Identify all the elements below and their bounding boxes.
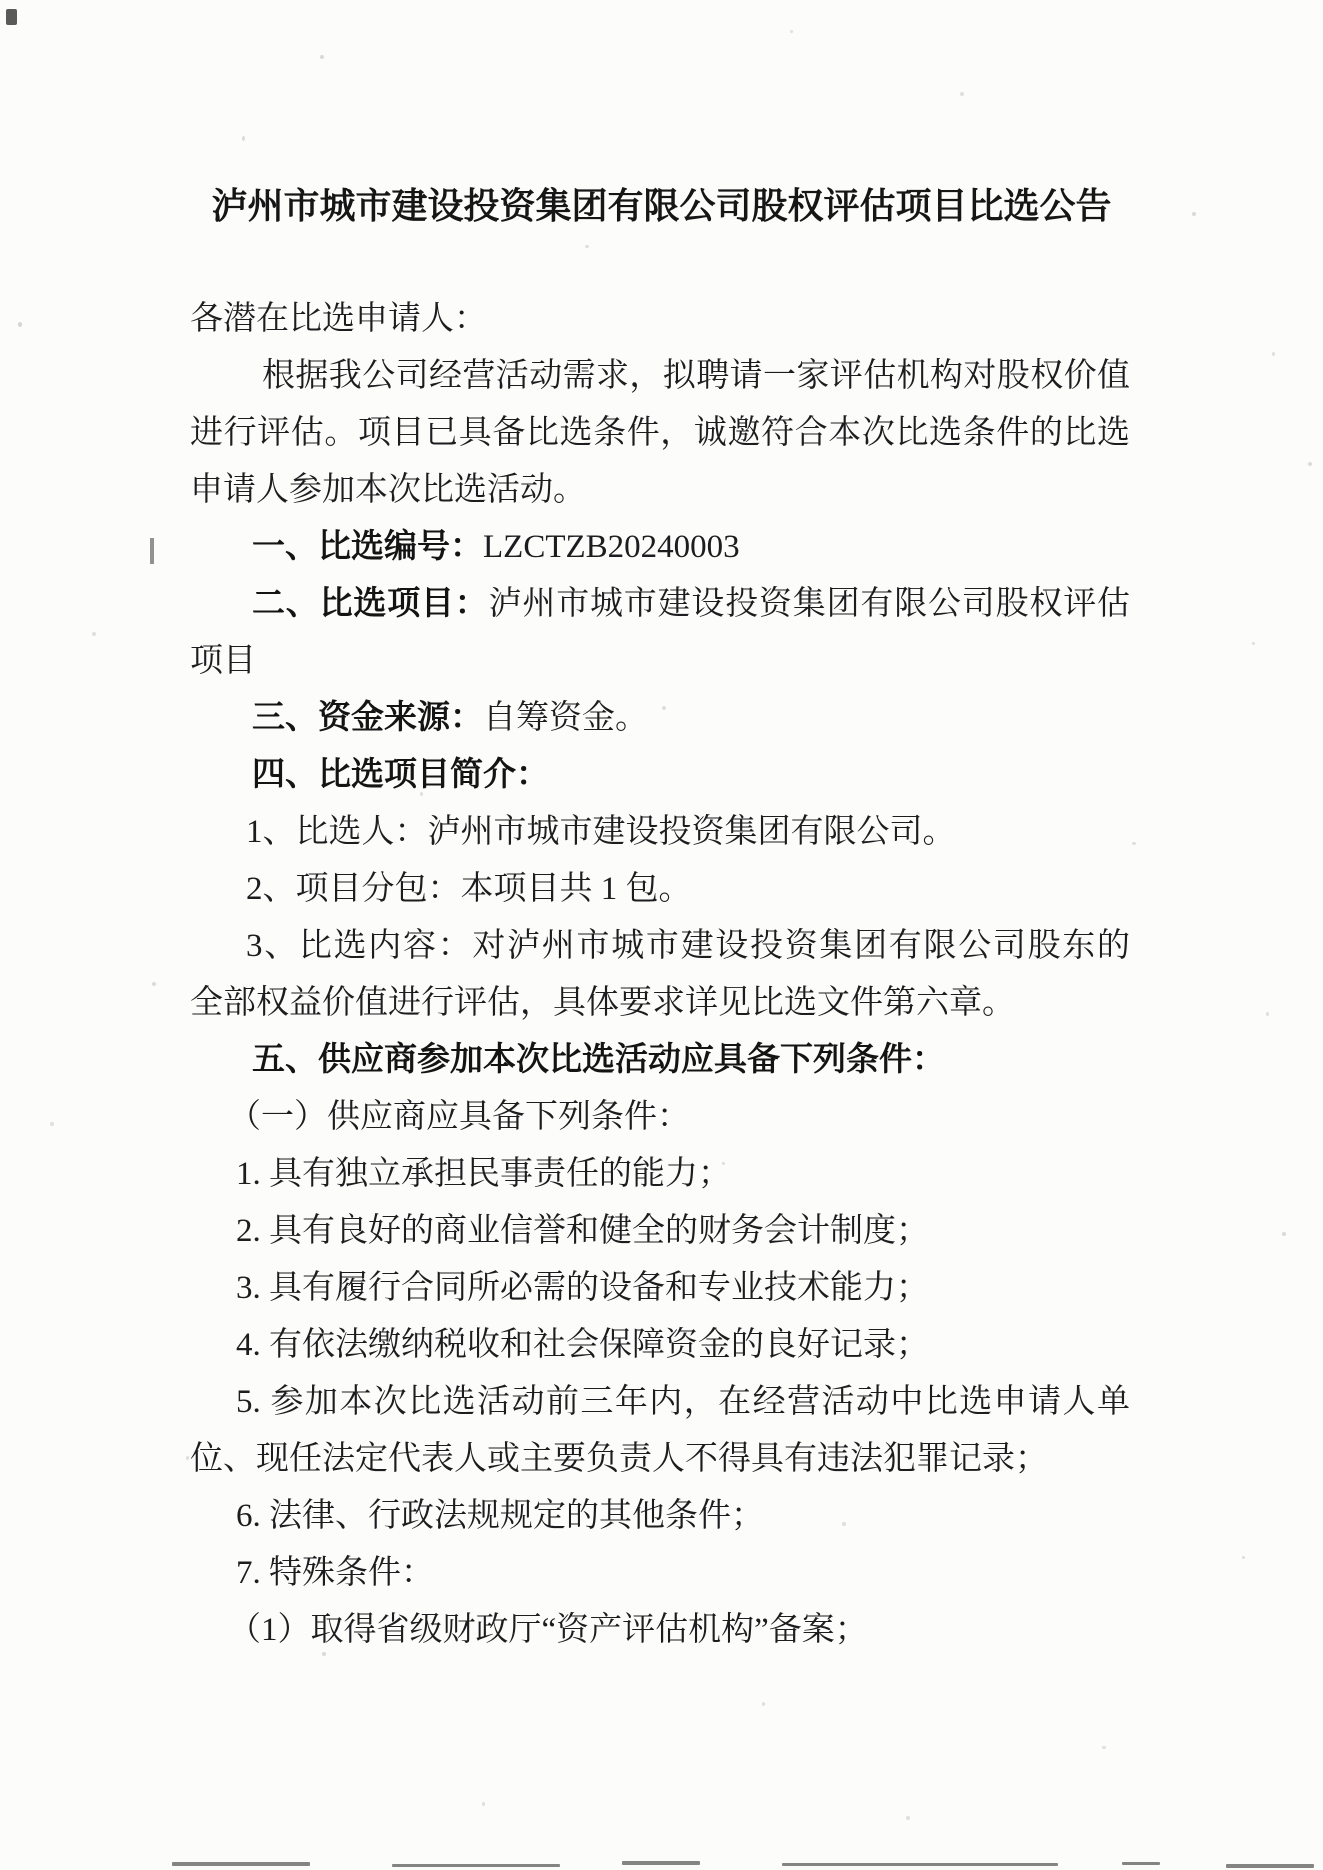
document-line [190,804,1130,861]
document-line [190,1545,1130,1602]
line-text: 2. 具有良好的商业信誉和健全的财务会计制度； [236,1213,929,1249]
document-line [190,918,1130,975]
line-text: 根据我公司经营活动需求，拟聘请一家评估机构对股权价值 [262,358,1130,394]
document-line [190,348,1130,405]
line-text: 1、比选人：泸州市城市建设投资集团有限公司。 [246,814,956,850]
document-line [190,1146,1130,1203]
document-line [190,1260,1130,1317]
document-line [190,291,1130,348]
document-line [190,576,1130,633]
line-text: 5. 参加本次比选活动前三年内，在经营活动中比选申请人单 [236,1384,1130,1420]
line-text: 申请人参加本次比选活动。 [190,472,586,508]
document-line [190,861,1130,918]
line-text: 4. 有依法缴纳税收和社会保障资金的良好记录； [236,1327,929,1363]
document-line [190,633,1130,690]
document-line [190,1089,1130,1146]
document-line [190,1488,1130,1545]
line-text: LZCTZB20240003 [483,529,740,565]
line-text: （1）取得省级财政厅“资产评估机构”备案； [228,1612,868,1648]
document-line [190,1032,1130,1089]
line-text: 各潜在比选申请人： [190,301,487,337]
line-text: 进行评估。项目已具备比选条件，诚邀符合本次比选条件的比选 [190,415,1130,451]
line-text: 6. 法律、行政法规规定的其他条件； [236,1498,764,1534]
line-text: 7. 特殊条件： [236,1555,434,1591]
document-line [190,462,1130,519]
document-line [190,1317,1130,1374]
line-bold-label: 四、比选项目简介： [252,757,549,793]
document-title: 泸州市城市建设投资集团有限公司股权评估项目比选公告 [211,186,1112,226]
document-body [190,291,1130,1659]
document-line [190,1203,1130,1260]
line-text: 3. 具有履行合同所必需的设备和专业技术能力； [236,1270,929,1306]
line-text: 全部权益价值进行评估，具体要求详见比选文件第六章。 [190,985,1015,1021]
line-text: 3、比选内容：对泸州市城市建设投资集团有限公司股东的 [246,928,1130,964]
line-text: 1. 具有独立承担民事责任的能力； [236,1156,731,1192]
document-line [190,1602,1130,1659]
line-bold-label: 一、比选编号： [252,529,483,565]
scan-corner-artifact [6,9,17,25]
line-text: 自筹资金。 [483,700,648,736]
line-text: 2、项目分包：本项目共 1 包。 [246,871,692,907]
document-line [190,519,1130,576]
document-line [190,975,1130,1032]
line-text: 项目 [190,643,256,679]
line-bold-label: 二、比选项目： [252,586,489,622]
document-line [190,1374,1130,1431]
scan-edge-artifact [150,538,154,564]
document-line [190,690,1130,747]
line-bold-label: 三、资金来源： [252,700,483,736]
line-text: （一）供应商应具备下列条件： [228,1099,690,1135]
line-text: 位、现任法定代表人或主要负责人不得具有违法犯罪记录； [190,1441,1048,1477]
document-line [190,1431,1130,1488]
document-line [190,405,1130,462]
line-text: 泸州市城市建设投资集团有限公司股权评估 [488,586,1130,622]
document-line [190,747,1130,804]
line-bold-label: 五、供应商参加本次比选活动应具备下列条件： [252,1042,945,1078]
